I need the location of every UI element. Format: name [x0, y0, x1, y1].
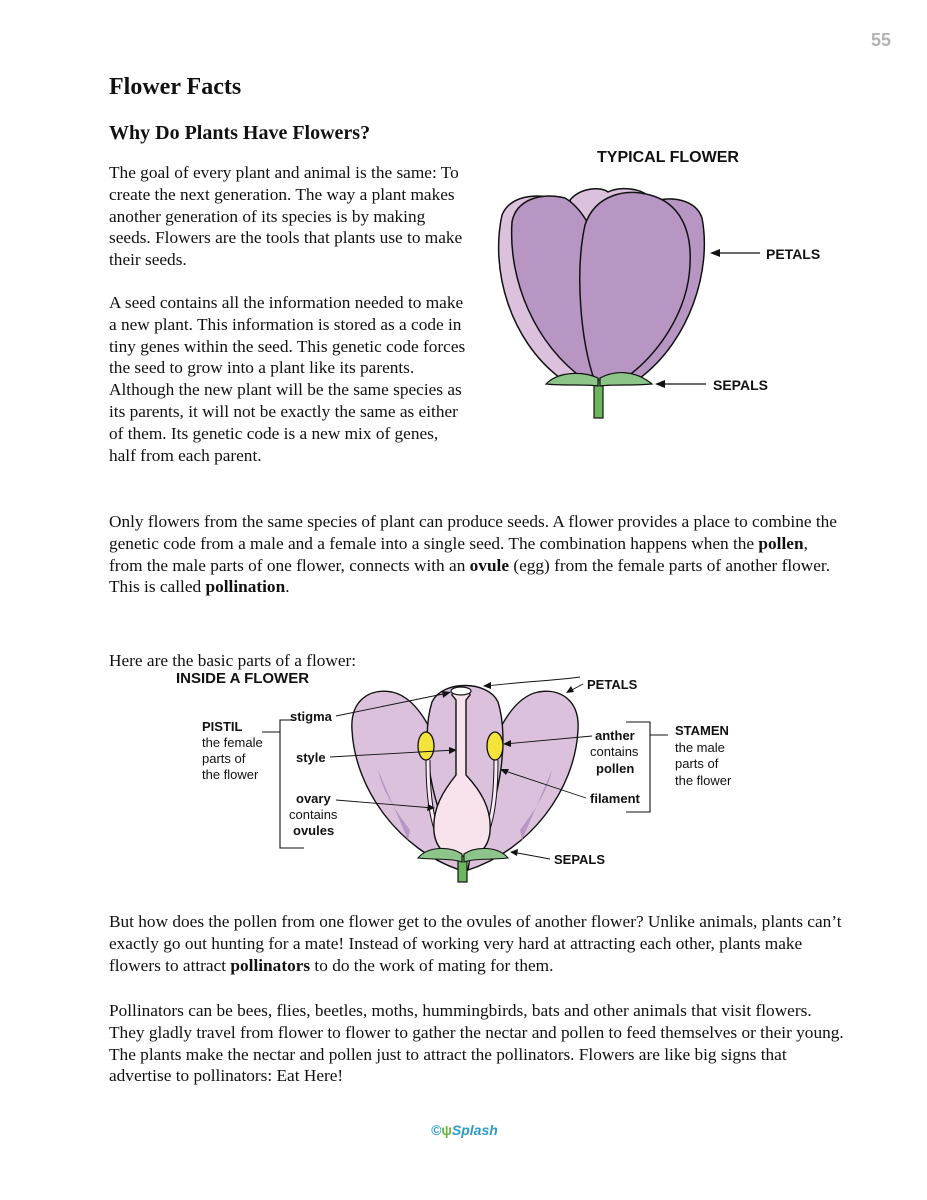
stigma [451, 687, 471, 695]
svg-text:contains: contains [590, 744, 639, 759]
section-heading: Why Do Plants Have Flowers? [109, 122, 371, 144]
footer-logo: ©ψSplash [431, 1122, 498, 1138]
inside-flower-diagram [170, 660, 760, 890]
paragraph-goal: The goal of every plant and animal is the same: To create the next generation. The way a plant makes another generation of its species is by making seeds. Flowers are the tools that plants use to make their seeds. [109, 163, 463, 270]
pistil-title: PISTIL [202, 719, 243, 734]
filament-label: filament [590, 791, 640, 806]
ovary-label: ovary [296, 791, 331, 806]
sepal-left [546, 373, 598, 386]
page-number: 55 [870, 30, 891, 50]
style-label: style [296, 750, 326, 765]
svg-text:parts of: parts of [675, 756, 719, 771]
petal-front [580, 193, 690, 382]
anther-label: anther [595, 728, 635, 743]
svg-text:the female: the female [202, 735, 263, 750]
term-pollen: pollen [758, 533, 804, 553]
stigma-label: stigma [290, 709, 332, 724]
paragraph-parts-intro: Here are the basic parts of a flower: [109, 651, 357, 670]
term-ovule: ovule [469, 555, 510, 575]
paragraph-pollinators-intro: But how does the pollen from one flower get to the ovules of another flower? Unlike animals, plants can’t exactly go out hunting for a mate! Instead of working very hard at attracting each other, plants make flowers to attract pollinators to do the work of mating for them. [109, 912, 842, 975]
svg-text:the flower: the flower [202, 767, 259, 782]
anther-right [487, 732, 503, 760]
petals-label: PETALS [766, 246, 821, 262]
typical-flower-diagram [470, 140, 830, 425]
sepals-label: SEPALS [713, 377, 768, 393]
petals-label: PETALS [587, 677, 638, 692]
term-pollination: pollination [205, 577, 286, 597]
svg-text:the male: the male [675, 740, 725, 755]
svg-text:parts of: parts of [202, 751, 246, 766]
term-pollinators: pollinators [230, 955, 311, 975]
anther-left [418, 732, 434, 760]
sepals-label: SEPALS [554, 852, 606, 867]
svg-text:the flower: the flower [675, 773, 732, 788]
svg-text:contains: contains [289, 807, 338, 822]
paragraph-pollinators: Pollinators can be bees, flies, beetles, moths, hummingbirds, bats and other animals that visit flowers. They gladly travel from flower to flower to gather the nectar and pollen to feed themselves or their young. The plants make the nectar and pollen just to attract the pollinators. Flowers are like big signs that advertise to pollinators: Eat Here! [109, 1001, 844, 1086]
paragraph-seed: A seed contains all the information needed to make a new plant. This information is stored as a code in tiny genes within the seed. This genetic code forces the seed to grow into a plant like its parents. Although the new plant will be the same species as its parents, it will not be exactly the same as either of them. Its genetic code is a new mix of genes, half from each parent. [109, 293, 466, 465]
inside-flower-title: INSIDE A FLOWER [176, 670, 310, 687]
stamen-title: STAMEN [675, 723, 729, 738]
typical-flower-title: TYPICAL FLOWER [597, 149, 739, 166]
ovules-label: ovules [293, 823, 335, 838]
pollen-label: pollen [596, 761, 635, 776]
paragraph-pollination: Only flowers from the same species of plant can produce seeds. A flower provides a place to combine the genetic code from a male and a female into a single seed. The combination happens when the pollen, from the male parts of one flower, connects with an ovule (egg) from the female parts of another flower. This is called pollination. [109, 512, 837, 597]
page-title: Flower Facts [109, 74, 242, 100]
